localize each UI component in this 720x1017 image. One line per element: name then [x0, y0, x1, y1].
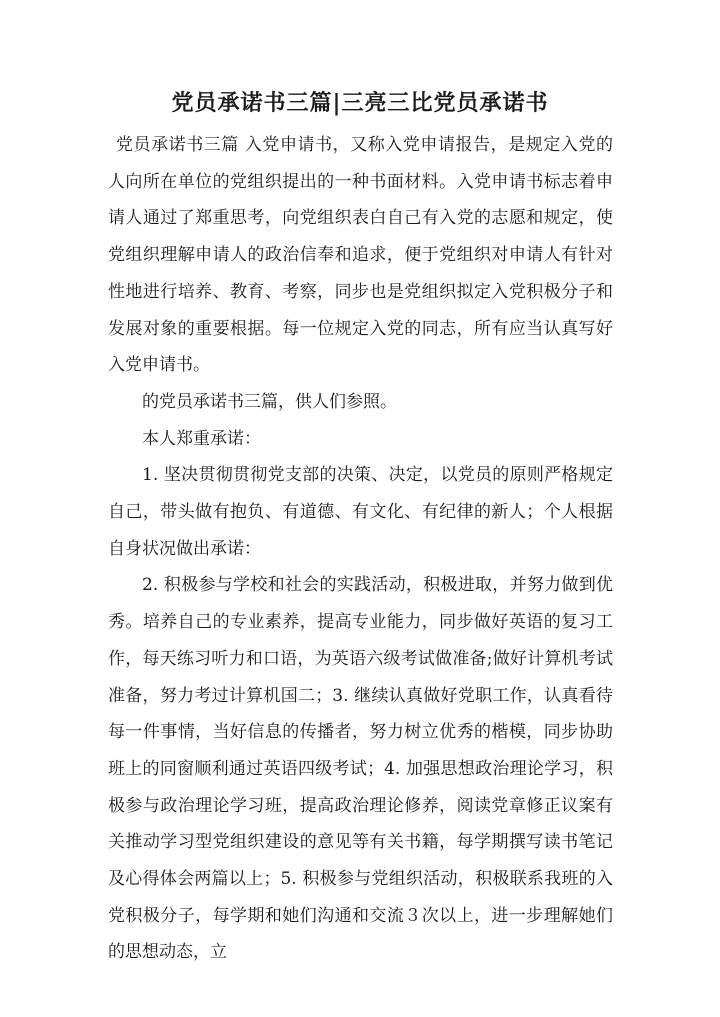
document-title: 党员承诺书三篇|三亮三比党员承诺书 [171, 90, 549, 116]
pledge-item-2-paragraph: 2. 积极参与学校和社会的实践活动，积极进取，并努力做到优秀。培养自己的专业素养，提高专业能力，同步做好英语的复习工作，每天练习听力和口语，为英语六级考试做准备;做好计算机考试准备，努力考过计算机国二；3. 继续认真做好党职工作，认真看待每一件事情，当好信息的传播者，努力树立优秀的楷模，同步协助班上的同窗顺利通过英语四级考试；4. 加强思想政治理论学习，积极参与政治理论学习班，提高政治理论修养，阅读党章修正议案有关推动学习型党组织建设的意见等有关书籍，每学期撰写读书笔记及心得体会两篇以上；5. 积极参与党组织活动，积极联系我班的入党积极分子，每学期和她们沟通和交流３次以上，进一步理解她们的思想动态，立 [108, 575, 613, 963]
pledge-item-1-paragraph: 1. 坚决贯彻贯彻党支部的决策、决定，以党员的原则严格规定自己，带头做有抱负、有道德、有文化、有纪律的新人；个人根据自身状况做出承诺： [108, 465, 613, 559]
reference-paragraph: 的党员承诺书三篇，供人们参照。 [142, 391, 397, 412]
pledge-heading-paragraph: 本人郑重承诺： [142, 428, 261, 449]
document-body [108, 127, 613, 971]
intro-paragraph: 党员承诺书三篇 入党申请书，又称入党申请报告，是规定入党的人向所在单位的党组织提出的一种书面材料。入党申请书标志着申请人通过了郑重思考，向党组织表白自己有入党的志愿和规定，使党组织理解申请人的政治信奉和追求，便于党组织对申请人有针对性地进行培养、教育、考察，同步也是党组织拟定入党积极分子和发展对象的重要根据。每一位规定入党的同志，所有应当认真写好入党申请书。 [108, 135, 613, 376]
